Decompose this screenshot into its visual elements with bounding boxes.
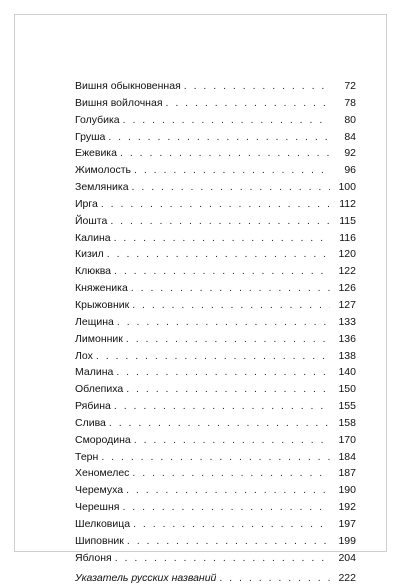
dot-leader [184,78,330,95]
dot-leader [115,550,330,567]
toc-entry-title: Слива [75,416,106,429]
toc-entry-title: Малина [75,366,114,379]
toc-entry-page: 120 [338,248,356,261]
toc-entry-page: 80 [344,113,356,126]
toc-entry[interactable] [75,364,356,381]
toc-entry[interactable] [75,230,356,247]
toc-entry-title: Голубика [75,113,120,126]
toc-entry-title: Хеномелес [75,467,130,480]
table-of-contents [75,78,356,587]
dot-leader [109,415,330,432]
toc-entry[interactable] [75,550,356,567]
toc-entry[interactable] [75,129,356,146]
dot-leader [132,297,330,314]
dot-leader [127,533,330,550]
toc-entry-title: Указатель русских названий [75,572,217,585]
dot-leader [126,381,330,398]
dot-leader [101,449,330,466]
dot-leader [166,95,330,112]
toc-entry-page: 84 [344,130,356,143]
toc-entry-title: Ежевика [75,147,117,160]
toc-entry-title: Земляника [75,181,129,194]
toc-entry-title: Черемуха [75,484,124,497]
dot-leader [123,112,330,129]
dot-leader [110,213,330,230]
toc-entry-title: Яблоня [75,551,112,564]
toc-entry-page: 150 [338,383,356,396]
toc-entry-title: Калина [75,231,111,244]
toc-entry-title: Вишня обыкновенная [75,80,181,92]
toc-entry-page: 158 [338,416,356,429]
toc-index-entry[interactable] [75,570,356,587]
toc-entry-page: 112 [339,197,356,210]
toc-entry-page: 192 [338,501,356,514]
toc-entry-page: 96 [344,164,356,177]
dot-leader [116,364,330,381]
toc-entry-page: 126 [338,282,356,295]
toc-entry-page: 170 [338,433,356,446]
toc-entry[interactable] [75,297,356,314]
toc-entry-page: 184 [338,450,356,463]
toc-entry-title: Терн [75,450,99,463]
dot-leader [122,499,330,516]
dot-leader [134,162,330,179]
toc-entry-page: 138 [338,349,356,362]
toc-entry-page: 136 [338,332,356,345]
toc-entry[interactable] [75,465,356,482]
toc-entry-title: Лещина [75,315,114,328]
toc-entry-page: 197 [338,517,356,530]
toc-entry-title: Шелковица [75,517,131,530]
page-frame [14,14,387,585]
toc-entry-page: 100 [338,181,356,194]
toc-entry[interactable] [75,516,356,533]
toc-entry[interactable] [75,482,356,499]
toc-entry-page: 78 [344,96,356,109]
dot-leader [132,465,330,482]
toc-entry-page: 204 [338,551,356,564]
toc-entry-title: Клюква [75,265,112,278]
toc-entry[interactable] [75,432,356,449]
toc-entry-title: Лох [75,349,93,362]
dot-leader [107,246,330,263]
toc-entry[interactable] [75,162,356,179]
dot-leader [114,230,330,247]
toc-entry-title: Груша [75,130,106,143]
dot-leader [101,196,330,213]
dot-leader [117,314,330,331]
toc-entry-title: Кизил [75,248,104,261]
toc-entry-page: 92 [344,147,356,160]
toc-entry[interactable] [75,415,356,432]
dot-leader [134,432,330,449]
toc-entry-page: 116 [339,231,356,244]
dot-leader [133,516,330,533]
dot-leader [132,179,330,196]
toc-entry[interactable] [75,145,356,162]
toc-entry-page: 115 [339,214,356,227]
dot-leader [126,331,330,348]
toc-entry-page: 199 [338,534,356,547]
toc-entry-title: Смородина [75,433,131,446]
toc-entry-title: Крыжовник [75,298,130,311]
toc-entry[interactable] [75,196,356,213]
toc-entry-title: Йошта [75,214,108,227]
dot-leader [114,398,330,415]
toc-entry-page: 155 [338,400,356,413]
toc-entry-page: 187 [338,467,356,480]
toc-entry-title: Ирга [75,197,98,210]
toc-entry[interactable] [75,263,356,280]
toc-entry-page: 127 [338,298,356,311]
toc-entry[interactable] [75,398,356,415]
dot-leader [219,570,330,587]
toc-entry-page: 140 [338,366,356,379]
toc-entry-title: Облепиха [75,383,124,396]
toc-entry[interactable] [75,533,356,550]
toc-entry[interactable] [75,78,356,95]
toc-entry-title: Рябина [75,400,111,413]
toc-entry-title: Черешня [75,501,120,514]
dot-leader [96,348,330,365]
toc-entry[interactable] [75,331,356,348]
toc-entry[interactable] [75,348,356,365]
toc-entry[interactable] [75,449,356,466]
toc-entry-title: Вишня войлочная [75,96,163,109]
toc-entry-page: 72 [344,80,356,92]
toc-entry-page: 122 [338,265,356,278]
dot-leader [120,145,330,162]
toc-entry[interactable] [75,112,356,129]
toc-entry-title: Шиповник [75,534,124,547]
dot-leader [126,482,330,499]
dot-leader [114,263,330,280]
dot-leader [108,129,330,146]
toc-entry[interactable] [75,246,356,263]
toc-entry-title: Жимолость [75,164,132,177]
toc-entry-page: 190 [338,484,356,497]
toc-entry[interactable] [75,499,356,516]
toc-entry-title: Княженика [75,282,128,295]
toc-entry[interactable] [75,213,356,230]
toc-entry[interactable] [75,95,356,112]
toc-entry-page: 133 [338,315,356,328]
dot-leader [131,280,330,297]
toc-entry-title: Лимонник [75,332,123,345]
toc-entry-page: 222 [338,572,356,585]
toc-entry[interactable] [75,381,356,398]
toc-entry[interactable] [75,179,356,196]
toc-entry[interactable] [75,314,356,331]
toc-entry[interactable] [75,280,356,297]
